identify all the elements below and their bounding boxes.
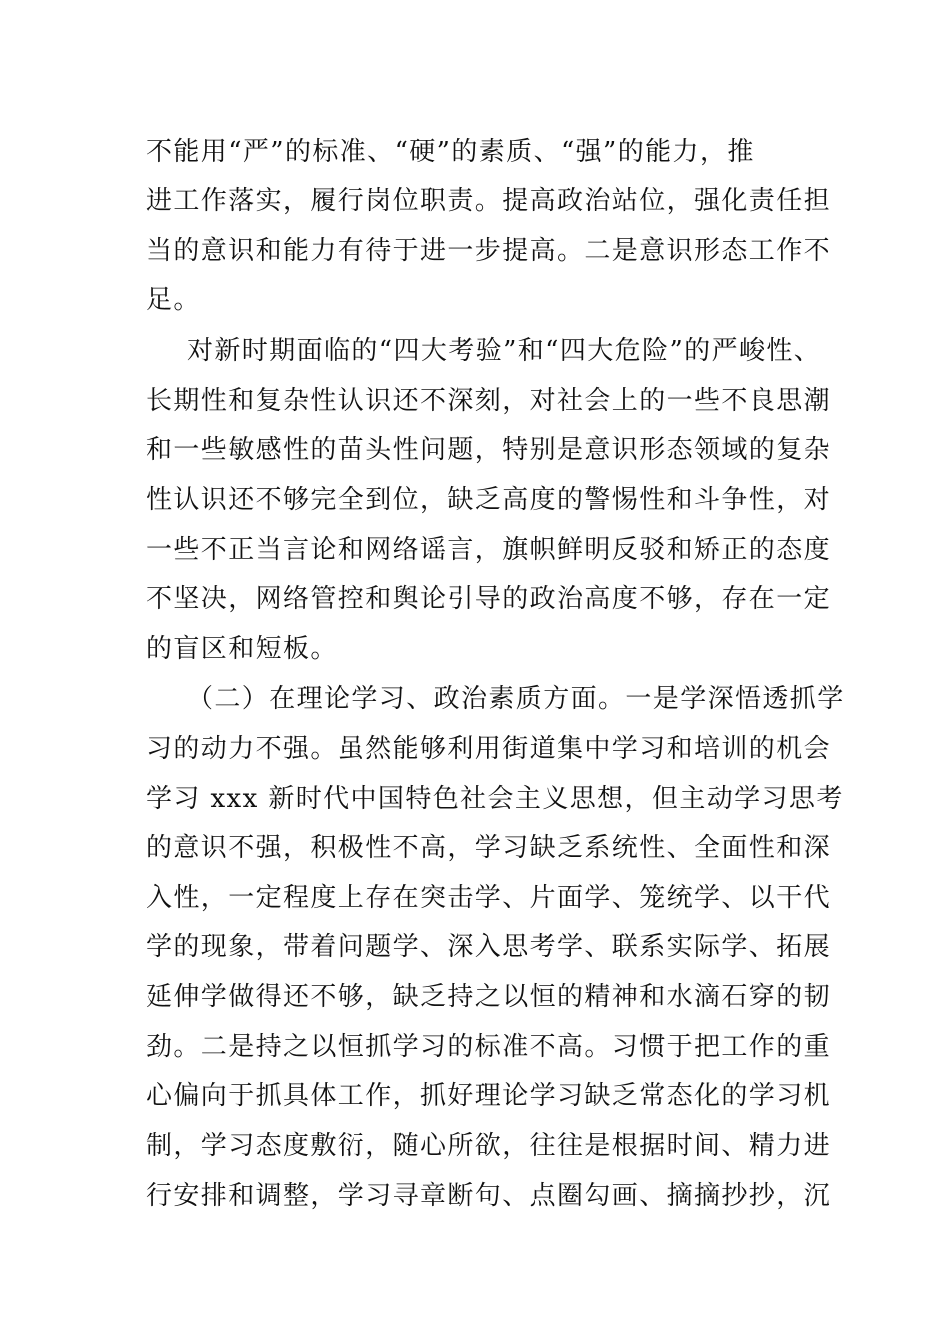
text-line: 入性，一定程度上存在突击学、片面学、笼统学、以干代: [146, 883, 832, 913]
text-line: 和一些敏感性的苗头性问题，特别是意识形态领域的复杂: [146, 435, 832, 465]
paragraph-first-line: 对新时期面临的“四大考验”和“四大危险”的严峻性、: [187, 336, 822, 366]
text-line: 制，学习态度敷衍，随心所欲，往往是根据时间、精力进: [146, 1131, 832, 1161]
text-line: 行安排和调整，学习寻章断句、点圈勾画、摘摘抄抄，沉: [146, 1181, 832, 1211]
text-line: 一些不正当言论和网络谣言，旗帜鲜明反驳和矫正的态度: [146, 535, 832, 565]
text-line: 延伸学做得还不够，缺乏持之以恒的精神和水滴石穿的韧: [146, 982, 832, 1012]
text-line: 心偏向于抓具体工作，抓好理论学习缺乏常态化的学习机: [146, 1081, 832, 1111]
text-line: 长期性和复杂性认识还不深刻，对社会上的一些不良思潮: [146, 386, 832, 416]
paragraph-first-line: （二）在理论学习、政治素质方面。一是学深悟透抓学: [187, 684, 845, 714]
text-line: 性认识还不够完全到位，缺乏高度的警惕性和斗争性，对: [146, 485, 832, 515]
text-line: 劲。二是持之以恒抓学习的标准不高。习惯于把工作的重: [146, 1032, 832, 1062]
text-line: 当的意识和能力有待于进一步提高。二是意识形态工作不: [146, 236, 832, 266]
text-line: 习的动力不强。虽然能够利用街道集中学习和培训的机会: [146, 734, 832, 764]
text-line: 的盲区和短板。: [146, 634, 338, 664]
text-line: 不坚决，网络管控和舆论引导的政治高度不够，存在一定: [146, 584, 832, 614]
text-line: 学的现象，带着问题学、深入思考学、联系实际学、拓展: [146, 932, 832, 962]
text-line: 不能用“严”的标准、“硬”的素质、“强”的能力，推: [146, 137, 755, 167]
text-line: 学习 xxx 新时代中国特色社会主义思想，但主动学习思考: [146, 784, 844, 814]
text-line: 的意识不强，积极性不高，学习缺乏系统性、全面性和深: [146, 833, 832, 863]
text-line: 进工作落实，履行岗位职责。提高政治站位，强化责任担: [146, 186, 832, 216]
text-line: 足。: [146, 285, 201, 315]
